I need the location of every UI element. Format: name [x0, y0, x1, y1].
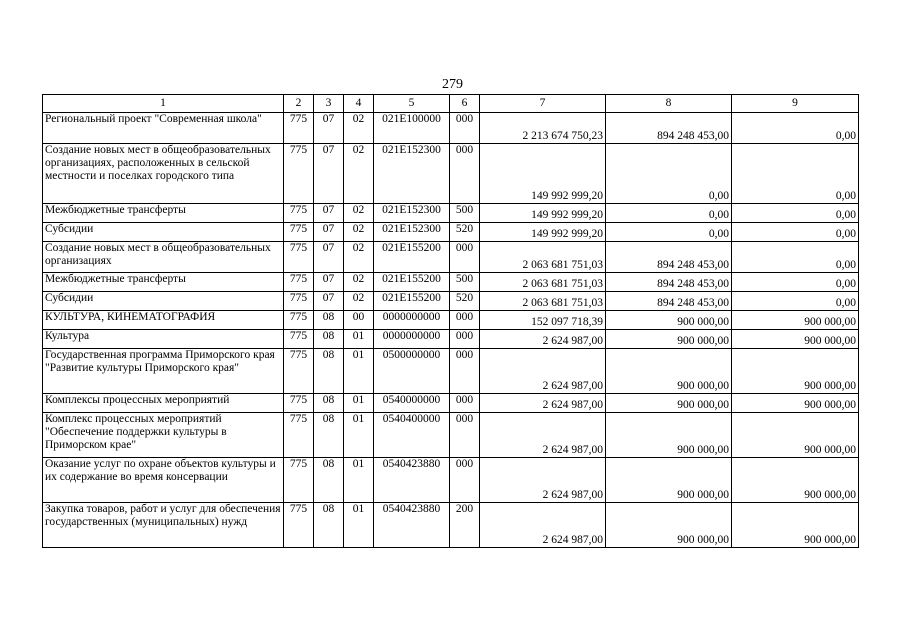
table-row [43, 144, 859, 204]
header-cell: 8 [606, 95, 732, 113]
row-target-code: 0540000000 [374, 394, 450, 413]
row-target-code: 021E152300 [374, 223, 450, 242]
row-subsection-code: 01 [344, 458, 374, 503]
row-amount-col9: 900 000,00 [732, 349, 859, 394]
row-name: Региональный проект "Современная школа" [43, 113, 284, 144]
header-cell: 3 [314, 95, 344, 113]
row-name: Государственная программа Приморского края "Развитие культуры Приморского края" [43, 349, 284, 394]
row-ministry-code: 775 [284, 113, 314, 144]
row-amount-col8: 0,00 [606, 223, 732, 242]
row-amount-col7: 2 624 987,00 [480, 503, 606, 548]
row-amount-col8: 900 000,00 [606, 458, 732, 503]
row-amount-col9: 0,00 [732, 204, 859, 223]
table-row [43, 330, 859, 349]
row-target-code: 021E152300 [374, 144, 450, 204]
row-ministry-code: 775 [284, 349, 314, 394]
row-expense-type: 000 [450, 242, 480, 273]
row-section-code: 07 [314, 223, 344, 242]
row-expense-type: 000 [450, 311, 480, 330]
table-row [43, 223, 859, 242]
row-amount-col9: 900 000,00 [732, 413, 859, 458]
row-section-code: 07 [314, 242, 344, 273]
row-target-code: 0000000000 [374, 311, 450, 330]
row-name: Создание новых мест в общеобразовательных организациях [43, 242, 284, 273]
row-ministry-code: 775 [284, 413, 314, 458]
row-section-code: 07 [314, 144, 344, 204]
row-amount-col7: 149 992 999,20 [480, 223, 606, 242]
row-subsection-code: 00 [344, 311, 374, 330]
row-amount-col7: 2 624 987,00 [480, 458, 606, 503]
row-subsection-code: 01 [344, 503, 374, 548]
row-subsection-code: 02 [344, 144, 374, 204]
row-amount-col9: 0,00 [732, 292, 859, 311]
row-ministry-code: 775 [284, 503, 314, 548]
row-subsection-code: 02 [344, 292, 374, 311]
row-amount-col8: 894 248 453,00 [606, 113, 732, 144]
table-row [43, 394, 859, 413]
row-ministry-code: 775 [284, 292, 314, 311]
table-row [43, 458, 859, 503]
row-subsection-code: 02 [344, 113, 374, 144]
row-name: Создание новых мест в общеобразовательных организациях, расположенных в сельской местности и поселках городского типа [43, 144, 284, 204]
row-ministry-code: 775 [284, 394, 314, 413]
table-row [43, 113, 859, 144]
row-target-code: 021E152300 [374, 204, 450, 223]
header-cell: 4 [344, 95, 374, 113]
row-expense-type: 520 [450, 223, 480, 242]
row-target-code: 0540423880 [374, 503, 450, 548]
row-amount-col7: 2 624 987,00 [480, 394, 606, 413]
row-expense-type: 000 [450, 394, 480, 413]
row-amount-col9: 900 000,00 [732, 311, 859, 330]
row-section-code: 08 [314, 330, 344, 349]
row-amount-col7: 152 097 718,39 [480, 311, 606, 330]
row-expense-type: 000 [450, 330, 480, 349]
row-subsection-code: 02 [344, 204, 374, 223]
table-row [43, 242, 859, 273]
row-target-code: 0000000000 [374, 330, 450, 349]
table-row [43, 273, 859, 292]
row-amount-col8: 900 000,00 [606, 394, 732, 413]
row-subsection-code: 02 [344, 223, 374, 242]
row-amount-col8: 900 000,00 [606, 503, 732, 548]
row-name: Культура [43, 330, 284, 349]
row-ministry-code: 775 [284, 330, 314, 349]
row-subsection-code: 01 [344, 394, 374, 413]
row-expense-type: 000 [450, 458, 480, 503]
row-amount-col8: 900 000,00 [606, 311, 732, 330]
row-target-code: 021E155200 [374, 292, 450, 311]
row-target-code: 021E100000 [374, 113, 450, 144]
row-expense-type: 000 [450, 113, 480, 144]
row-amount-col9: 0,00 [732, 242, 859, 273]
row-amount-col9: 900 000,00 [732, 503, 859, 548]
row-section-code: 07 [314, 113, 344, 144]
row-amount-col8: 0,00 [606, 144, 732, 204]
header-cell: 6 [450, 95, 480, 113]
row-expense-type: 520 [450, 292, 480, 311]
row-name: КУЛЬТУРА, КИНЕМАТОГРАФИЯ [43, 311, 284, 330]
row-amount-col8: 900 000,00 [606, 330, 732, 349]
table-row [43, 311, 859, 330]
row-amount-col9: 0,00 [732, 223, 859, 242]
row-amount-col8: 900 000,00 [606, 413, 732, 458]
row-section-code: 08 [314, 413, 344, 458]
row-amount-col7: 2 624 987,00 [480, 349, 606, 394]
budget-table [42, 94, 859, 548]
row-section-code: 07 [314, 273, 344, 292]
row-amount-col9: 0,00 [732, 144, 859, 204]
row-amount-col7: 2 063 681 751,03 [480, 292, 606, 311]
row-amount-col8: 894 248 453,00 [606, 292, 732, 311]
table-row [43, 204, 859, 223]
row-amount-col7: 2 213 674 750,23 [480, 113, 606, 144]
row-amount-col7: 2 063 681 751,03 [480, 273, 606, 292]
row-section-code: 08 [314, 349, 344, 394]
row-amount-col9: 0,00 [732, 113, 859, 144]
row-expense-type: 000 [450, 413, 480, 458]
row-amount-col9: 900 000,00 [732, 458, 859, 503]
row-name: Межбюджетные трансферты [43, 204, 284, 223]
row-amount-col9: 900 000,00 [732, 394, 859, 413]
row-expense-type: 000 [450, 144, 480, 204]
table-row [43, 292, 859, 311]
row-ministry-code: 775 [284, 311, 314, 330]
row-amount-col7: 2 624 987,00 [480, 413, 606, 458]
row-amount-col7: 149 992 999,20 [480, 144, 606, 204]
row-name: Субсидии [43, 292, 284, 311]
row-amount-col8: 894 248 453,00 [606, 242, 732, 273]
header-cell: 7 [480, 95, 606, 113]
row-section-code: 07 [314, 292, 344, 311]
row-amount-col9: 900 000,00 [732, 330, 859, 349]
row-amount-col8: 0,00 [606, 204, 732, 223]
row-subsection-code: 01 [344, 349, 374, 394]
table-row [43, 413, 859, 458]
row-ministry-code: 775 [284, 204, 314, 223]
row-amount-col8: 894 248 453,00 [606, 273, 732, 292]
row-target-code: 021E155200 [374, 242, 450, 273]
row-section-code: 08 [314, 458, 344, 503]
row-name: Оказание услуг по охране объектов культуры и их содержание во время консервации [43, 458, 284, 503]
header-cell: 9 [732, 95, 859, 113]
table-row [43, 349, 859, 394]
row-ministry-code: 775 [284, 223, 314, 242]
row-ministry-code: 775 [284, 458, 314, 503]
row-name: Межбюджетные трансферты [43, 273, 284, 292]
row-expense-type: 200 [450, 503, 480, 548]
row-name: Комплексы процессных мероприятий [43, 394, 284, 413]
row-target-code: 021E155200 [374, 273, 450, 292]
row-target-code: 0540423880 [374, 458, 450, 503]
row-target-code: 0500000000 [374, 349, 450, 394]
table-header-row [43, 95, 859, 113]
row-subsection-code: 01 [344, 330, 374, 349]
row-ministry-code: 775 [284, 242, 314, 273]
row-expense-type: 500 [450, 273, 480, 292]
row-amount-col7: 149 992 999,20 [480, 204, 606, 223]
row-subsection-code: 01 [344, 413, 374, 458]
row-expense-type: 000 [450, 349, 480, 394]
row-subsection-code: 02 [344, 273, 374, 292]
row-name: Субсидии [43, 223, 284, 242]
row-target-code: 0540400000 [374, 413, 450, 458]
row-section-code: 08 [314, 311, 344, 330]
row-amount-col9: 0,00 [732, 273, 859, 292]
header-cell: 5 [374, 95, 450, 113]
row-amount-col8: 900 000,00 [606, 349, 732, 394]
row-amount-col7: 2 063 681 751,03 [480, 242, 606, 273]
row-section-code: 07 [314, 204, 344, 223]
row-ministry-code: 775 [284, 144, 314, 204]
header-cell: 2 [284, 95, 314, 113]
row-section-code: 08 [314, 503, 344, 548]
header-cell: 1 [43, 95, 284, 113]
row-name: Комплекс процессных мероприятий "Обеспечение поддержки культуры в Приморском крае" [43, 413, 284, 458]
row-amount-col7: 2 624 987,00 [480, 330, 606, 349]
row-expense-type: 500 [450, 204, 480, 223]
row-ministry-code: 775 [284, 273, 314, 292]
page-number: 279 [442, 77, 463, 92]
table-row [43, 503, 859, 548]
row-name: Закупка товаров, работ и услуг для обеспечения государственных (муниципальных) нужд [43, 503, 284, 548]
row-subsection-code: 02 [344, 242, 374, 273]
row-section-code: 08 [314, 394, 344, 413]
